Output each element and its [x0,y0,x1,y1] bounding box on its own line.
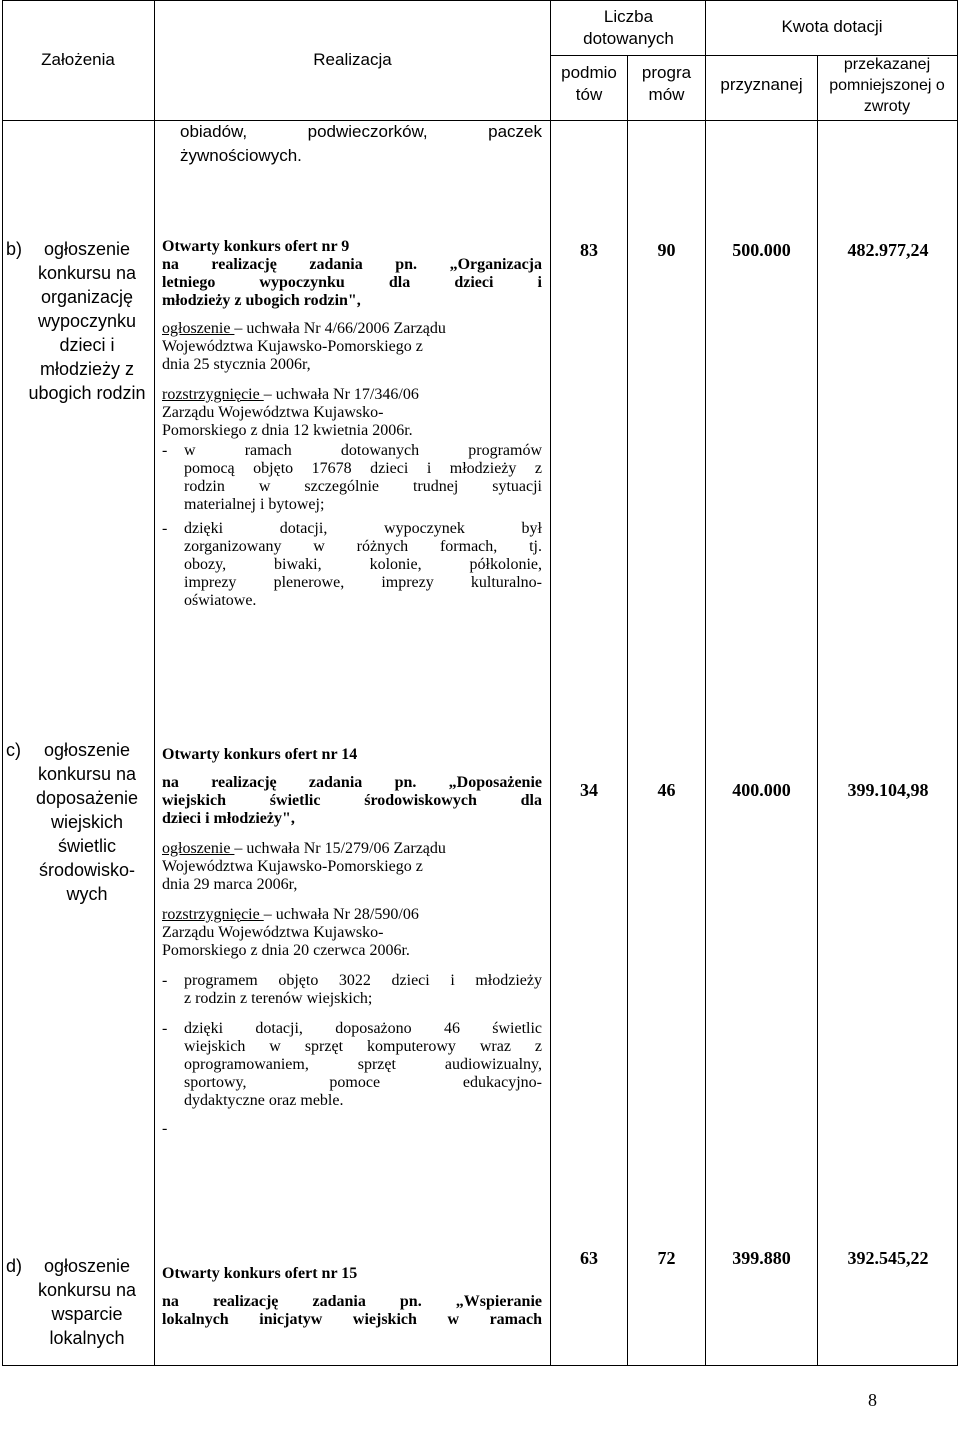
section-d-label: d) ogłoszenie konkursu na wsparcie lokalnych [6,1254,154,1350]
section-c-przekazanej: 399.104,98 [847,780,929,800]
section-c-content: Otwarty konkurs ofert nr 14 na realizację zadania pn. „Doposażenie wiejskich świetlic środowiskowych dla dzieci i młodzieży", ogłoszenie – uchwała Nr 15/279/06 Zarządu Województwa Kujawsko-Pomorskiego z dnia 29 marca 2006r, rozstrzygnięcie – uchwała Nr 28/590/06 Zarządu Województwa Kujawsko- Pomorskiego z dnia 20 czerwca 2006r. - programem objęto 3022 dzieci i młodzieży z rodzin z terenów wiejskich; - dzięki dotacji, doposażono 46 świetlic wiejskich w sprzęt komputerowy wraz z oprogramowaniem, sprzęt audiowizualny, sportowy, pomoce edukacyjno- dydaktyczne oraz meble. - [162,746,542,1137]
section-c-label: c) ogłoszenie konkursu na doposażenie wiejskich świetlic środowisko- wych [6,738,154,906]
header-kwota: Kwota dotacji [781,17,883,36]
section-b-label: b) ogłoszenie konkursu na organizację wypoczynku dzieci i młodzieży z ubogich rodzin [6,237,154,405]
header-zalozenia: Założenia [41,50,115,69]
section-d-text: ogłoszenie konkursu na wsparcie lokalnych [37,1256,137,1348]
section-d-programow: 72 [657,1248,676,1268]
section-d-przekazanej: 392.545,22 [847,1248,929,1268]
section-b-przekazanej: 482.977,24 [847,240,929,260]
header-przyznanej: przyznanej [720,75,803,94]
section-d-title: Otwarty konkurs ofert nr 15 [162,1265,358,1282]
header-przekazanej: przekazanej pomniejszonej o zwroty [829,56,945,115]
section-c-przyznanej: 400.000 [732,780,791,800]
page-number: 8 [868,1390,877,1410]
header-liczba: Liczba dotowanych [583,7,674,48]
section-b-title: Otwarty konkurs ofert nr 9 [162,238,350,255]
section-b-bullet-1: - w ramach dotowanych programów pomocą objęto 17678 dzieci i młodzieży z rodzin w szczególnie trudnej sytuacji materialnej i bytowej; [162,442,542,513]
section-c-bullet-2: - dzięki dotacji, doposażono 46 świetlic wiejskich w sprzęt komputerowy wraz z oprogramowaniem, sprzęt audiowizualny, sportowy, pomoce edukacyjno- dydaktyczne oraz meble. [162,1020,542,1109]
section-c-title: Otwarty konkurs ofert nr 14 [162,746,358,763]
header-podmiotow: podmio tów [561,63,617,104]
header-realizacja: Realizacja [313,50,392,69]
section-c-podmiotow: 34 [580,780,598,800]
section-b-przyznanej: 500.000 [732,240,791,260]
continuation-text: obiadów, podwieczorków, paczek żywnościowych. [180,122,542,165]
section-d-podmiotow: 63 [580,1248,598,1268]
section-b-programow: 90 [657,240,676,260]
section-b-text: ogłoszenie konkursu na organizację wypoczynku dzieci i młodzieży z ubogich rodzin [28,239,146,403]
section-d-przyznanej: 399.880 [732,1248,791,1268]
section-b-content: Otwarty konkurs ofert nr 9 na realizację zadania pn. „Organizacja letniego wypoczynku dla dzieci i młodzieży z ubogich rodzin", ogłoszenie – uchwała Nr 4/66/2006 Zarządu Województwa Kujawsko-Pomorskiego z dnia 25 stycznia 2006r, rozstrzygnięcie – uchwała Nr 17/346/06 Zarządu Województwa Kujawsko- Pomorskiego z dnia 12 kwietnia 2006r. - w ramach dotowanych programów pomocą objęto 17678 dzieci i młodzieży z rodzin w szczególnie trudnej sytuacji materialnej i bytowej; - dzięki dotacji, wypoczynek był zorganizowany w różnych formach, tj. obozy, biwaki, kolonie, półkolonie, imprezy plenerowe, imprezy kulturalno- oświatowe. [162,238,542,609]
section-c-programow: 46 [657,780,676,800]
section-c-bullet-1: - programem objęto 3022 dzieci i młodzieży z rodzin z terenów wiejskich; [162,972,542,1007]
section-d-content: Otwarty konkurs ofert nr 15 na realizację zadania pn. „Wspieranie lokalnych inicjatyw wiejskich w ramach [162,1265,542,1328]
section-b-podmiotow: 83 [580,240,598,260]
header-programow: progra mów [641,63,692,104]
section-b-bullet-2: - dzięki dotacji, wypoczynek był zorganizowany w różnych formach, tj. obozy, biwaki, kolonie, półkolonie, imprezy plenerowe, imprezy kulturalno- oświatowe. [162,520,542,609]
section-c-text: ogłoszenie konkursu na doposażenie wiejskich świetlic środowisko- wych [35,740,139,904]
